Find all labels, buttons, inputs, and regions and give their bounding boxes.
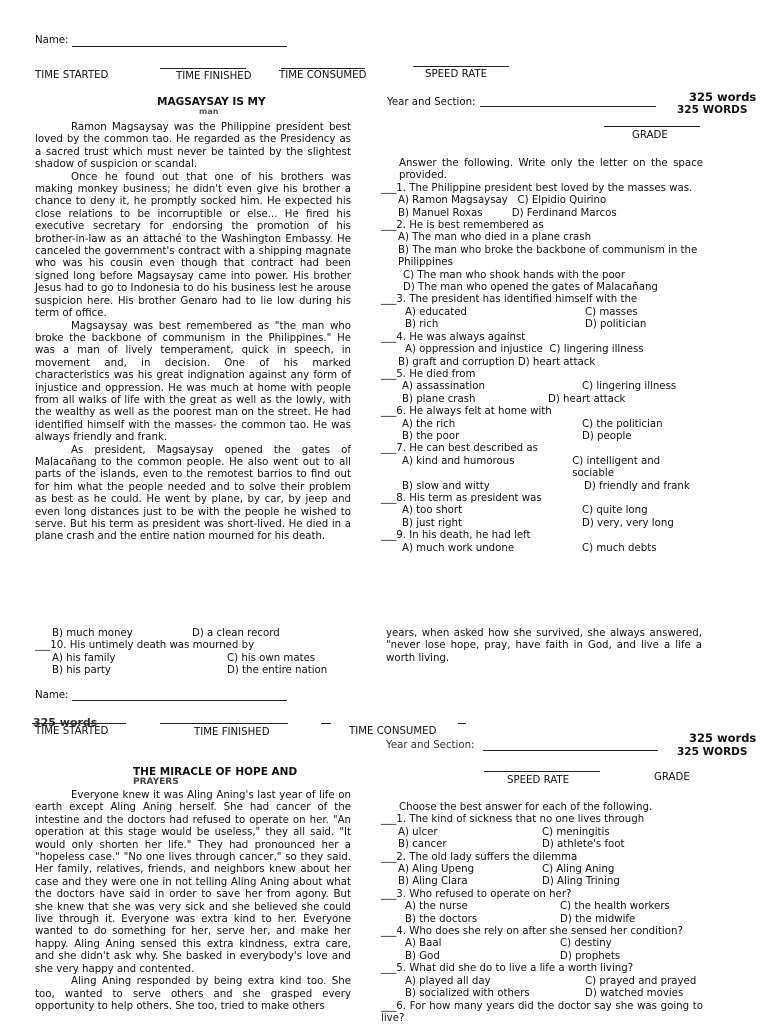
question: ___5. He died from xyxy=(381,369,703,381)
choice-row: A) educated C) masses xyxy=(381,307,703,319)
choice-row: A) played all day C) prayed and prayed xyxy=(381,976,703,988)
speed-rate-line[interactable] xyxy=(413,66,509,67)
choice-row: B) just right D) very, very long xyxy=(381,518,703,530)
name-line-2[interactable] xyxy=(72,700,287,701)
year-section-line-2[interactable] xyxy=(483,750,658,751)
ghost-word-count: 325 words xyxy=(33,716,129,724)
time-finished-line[interactable] xyxy=(160,68,246,69)
speed-rate-label: SPEED RATE xyxy=(425,69,487,81)
year-section-label: Year and Section: xyxy=(387,97,476,109)
question: ___2. The old lady suffers the dilemma xyxy=(381,852,703,864)
choice-row: A) oppression and injustice C) lingering illness xyxy=(381,344,703,356)
quiz-instructions: Choose the best answer for each of the following. xyxy=(381,802,703,814)
year-section-label-2: Year and Section: xyxy=(386,744,486,752)
question: ___3. The president has identified himself with the xyxy=(381,294,703,306)
time-consumed-line[interactable] xyxy=(281,68,365,69)
name-line[interactable] xyxy=(72,46,287,47)
question: ___5. What did she do to live a life a worth living? xyxy=(381,963,703,975)
story-title-2: THE MIRACLE OF HOPE AND PRAYERS xyxy=(133,766,313,782)
choice-row: B) his party D) the entire nation xyxy=(35,665,355,677)
choice-row: B) The man who broke the backbone of communism in the Philippines xyxy=(381,245,703,270)
word-count-b-2: 325 WORDS xyxy=(677,746,747,758)
choice-row: A) the rich C) the politician xyxy=(381,419,703,431)
story-text xyxy=(35,122,351,544)
story-paragraph: Everyone knew it was Aling Aning's last year of life on earth except Aling Aning herself. She had cancer of the intestine and the doctors had refused to operate on her. "An operation at this stage would be useless," they all said. "It would only shorten her life." They had pronounced her a "hopeless case." "No one lives through cancer," so they said. Her family, relatives, friends, and neighbors knew about her case and they were one in not telling Aling Aning about what the doctors have said in order to save her from agony. But she knew that she was very sick and she believed she could live through it. Everyone was extra kind to her. Everyone wanted to do something for her, serve her, and make her happy. Aling Aning sensed this extra kindness, extra care, and she didn't ask why. She basked in everybody's love and she very happy and contented. xyxy=(35,790,351,976)
choice-row: A) ulcer C) meningitis xyxy=(381,827,703,839)
story-paragraph: As president, Magsaysay opened the gates of Malacañang to the common people. He also went out to all parts of the islands, even to the remotest barrios to find out for him what the people needed and to solve their problem as best as he could. He went by plane, by car, by jeep and even long distances just to be with the people he wished to serve. But his term as president was short-lived. He died in a plane crash and the entire nation mourned for his death. xyxy=(35,445,351,544)
time-started-label: TIME STARTED xyxy=(35,70,108,82)
choice-row: D) The man who opened the gates of Malacañang xyxy=(381,282,703,294)
choice-row: B) rich D) politician xyxy=(381,319,703,331)
grade-line[interactable] xyxy=(604,126,700,127)
time-finished-label: TIME FINISHED xyxy=(176,71,252,83)
question: ___6. He always felt at home with xyxy=(381,406,703,418)
question: ___3. Who refused to operate on her? xyxy=(381,889,703,901)
word-count-a-2: 325 words xyxy=(689,732,756,744)
question: ___8. His term as president was xyxy=(381,493,703,505)
word-count-a: 325 words xyxy=(689,91,756,103)
time-started-line-2[interactable] xyxy=(32,723,126,724)
choice-row: B) God D) prophets xyxy=(381,951,703,963)
question: ___6. For how many years did the doctor say she was going to live? xyxy=(381,1001,703,1025)
quiz-section-2 xyxy=(381,802,703,1024)
question: ___2. He is best remembered as xyxy=(381,220,703,232)
choice-row: A) Baal C) destiny xyxy=(381,938,703,950)
time-started-label-2: TIME STARTED xyxy=(35,726,108,738)
time-consumed-label-2: TIME CONSUMED xyxy=(349,726,436,738)
choice-row: A) kind and humorous C) intelligent and sociable xyxy=(381,456,703,481)
choice-row: B) slow and witty D) friendly and frank xyxy=(381,481,703,493)
name-label-2: Name: xyxy=(35,690,69,702)
choice-row: A) Ramon Magsaysay C) Elpidio Quirino xyxy=(381,195,703,207)
story-paragraph: Magsaysay was best remembered as "the man who broke the backbone of communism in the Philippines." He was a man of lively temperament, quick in speech, in movement and, in decision. One of his marked characteristics was his great indignation against any form of injustice and oppression. He was much at home with people from all walks of life with the great as well as the lowly, with the wealthy as well as the poorest man on the street. He had identified himself with the masses- the common tao. He was always friendly and frank. xyxy=(35,321,351,445)
choice-row: B) the doctors D) the midwife xyxy=(381,914,703,926)
choice-row: B) the poor D) people xyxy=(381,431,703,443)
story-paragraph: Ramon Magsaysay was the Philippine president best loved by the common tao. He regarded as the Presidency as a sacred trust which must never be tainted by the slightest shadow of suspicion or scandal. xyxy=(35,122,351,172)
word-count-b: 325 WORDS xyxy=(677,104,747,116)
choice-row: B) Manuel Roxas D) Ferdinand Marcos xyxy=(381,208,703,220)
choice-row: B) plane crash D) heart attack xyxy=(381,394,703,406)
choice-row: B) Aling Clara D) Aling Trining xyxy=(381,876,703,888)
time-consumed-line-2[interactable] xyxy=(321,723,331,724)
story-title: MAGSAYSAY IS MY man xyxy=(157,96,287,114)
choice-row: A) assassination C) lingering illness xyxy=(381,381,703,393)
story-paragraph: years, when asked how she survived, she always answered, "never lose hope, pray, have faith in God, and live a life a worth living. xyxy=(386,628,702,665)
story-paragraph: Aling Aning responded by being extra kind too. She too, wanted to serve others and she grasped every opportunity to help others. She too, tried to make others xyxy=(35,976,351,1013)
choice-row: B) socialized with others D) watched movies xyxy=(381,988,703,1000)
question: ___4. Who does she rely on after she sensed her condition? xyxy=(381,926,703,938)
choice-row: A) much work undone C) much debts xyxy=(381,543,703,555)
grade-label: GRADE xyxy=(632,130,668,142)
choice-row: A) Aling Upeng C) Aling Aning xyxy=(381,864,703,876)
choice-row: B) much money D) a clean record xyxy=(35,628,355,640)
continuation-right xyxy=(386,628,702,665)
story-text-2 xyxy=(35,790,351,1024)
question: ___9. In his death, he had left xyxy=(381,530,703,542)
speed-rate-label-2: SPEED RATE xyxy=(507,775,569,787)
question: ___4. He was always against xyxy=(381,332,703,344)
speed-rate-line-2[interactable] xyxy=(484,771,600,772)
story-paragraph: Once he found out that one of his brothers was making monkey business; he didn't even give his brother a chance to deny it, he promptly socked him. He expected his close relations to be incorruptible or else... He fired his executive secretary for endorsing the promotion of his brother-in-law as an attaché to the Washington Embassy. He canceled the government's contract with a shipping magnate who was his cousin even though that contract had been signed long before Magsaysay came into power. His brother Jesus had to go to Indonesia to do his business lest he arouse suspicion here. His brother Genaro had to lie low during his term of office. xyxy=(35,172,351,321)
question: ___1. The Philippine president best loved by the masses was. xyxy=(381,183,703,195)
speed-line-stub[interactable] xyxy=(458,723,466,724)
choice-row: B) cancer D) athlete's foot xyxy=(381,839,703,851)
grade-label-2: GRADE xyxy=(654,772,690,784)
choice-row: A) his family C) his own mates xyxy=(35,653,355,665)
time-finished-label-2: TIME FINISHED xyxy=(194,727,270,739)
continuation-left xyxy=(35,628,355,678)
question: ___10. His untimely death was mourned by xyxy=(35,640,355,652)
choice-row: A) the nurse C) the health workers xyxy=(381,901,703,913)
time-consumed-label: TIME CONSUMED xyxy=(279,70,366,82)
question: ___1. The kind of sickness that no one lives through xyxy=(381,814,703,826)
question: ___7. He can best described as xyxy=(381,443,703,455)
year-section-line[interactable] xyxy=(480,106,656,107)
choice-row: A) too short C) quite long xyxy=(381,505,703,517)
choice-row: C) The man who shook hands with the poor xyxy=(381,270,703,282)
choice-row: A) The man who died in a plane crash xyxy=(381,232,703,244)
name-label: Name: xyxy=(35,35,69,47)
choice-row: B) graft and corruption D) heart attack xyxy=(381,357,703,369)
quiz-instructions: Answer the following. Write only the letter on the space provided. xyxy=(381,158,703,183)
time-finished-line-2[interactable] xyxy=(160,723,288,724)
quiz-section xyxy=(381,158,703,555)
